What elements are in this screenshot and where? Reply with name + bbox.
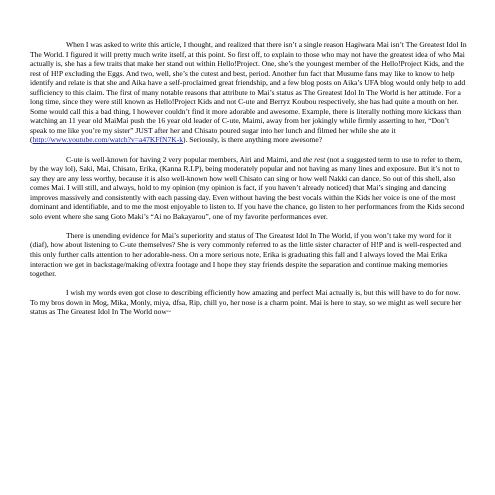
paragraph-3-text: There is unending evidence for Mai’s superiority and status of The Greatest Idol In The World, if you won’t take my word for it (diaf), how about listening to C-ute themselves? She is very commonly referred to as the little sister character of H!P and is well-respected and this only further calls attention to her adorable-ness. On a more serious note, Erika is graduating this fall and I always loved the Mai Erika interaction we get in backstage/making of/extra footage and I hope they stay friends despite the separation and continue making memories together. — [30, 230, 462, 279]
paragraph-2-text: C-ute is well-known for having 2 very popular members, Airi and Maimi, and — [66, 154, 304, 164]
paragraph-2 — [30, 155, 467, 222]
paragraph-2-emphasis: the rest — [303, 154, 326, 164]
paragraph-3 — [30, 231, 467, 279]
paragraph-4-text: I wish my words even got close to describing efficiently how amazing and perfect Mai actually is, but this will have to do for now. To my bros down in Mog, Mika, Monly, miya, dfsa, Rip, chill yo, her nose is a charm point. Mai is here to stay, so we might as well secure her status as The Greatest Idol In The World now~ — [30, 288, 462, 317]
paragraph-1 — [30, 40, 467, 145]
paragraph-2-tail: (not a suggested term to use to refer to them, by the way lol), Saki, Mai, Chisato, Erika, (Kanna R.I.P), being moderately popular and not having as many lines and exposure. But it’s not to say they are any less worthy, because it is also well-known how well Chisato can sing or how well Nakki can dance. So out of this shell, also comes Mai. I will still, and always, hold to my opinion (my opinion is fact, if you haven’t already noticed) that Mai’s singing and dancing improves massively and consistently with each passing day. Even without having the best vocals within the Kids her voice is one of the most dominant and identifiable, and to me the most enjoyable to listen to. If you have the chance, go listen to her performances from the Kids second solo event where she sang Goto Maki’s “Ai no Bakayarou”, one of my favorite performances ever. — [30, 154, 465, 221]
youtube-link[interactable]: http://www.youtube.com/watch?v=a47KFfN7K-k — [32, 135, 183, 145]
paragraph-1-tail: ). Seriously, is there anything more awesome? — [183, 135, 323, 145]
paragraph-1-text: When I was asked to write this article, I thought, and realized that there isn’t a single reason Hagiwara Mai isn’t The Greatest Idol In The World. I figured it will pretty much write itself, at this point. So first off, to explain to those who may not have the greatest idea of who Mai actually is, she has a few traits that make her stand out within Hello!Project. One, she’s the youngest member of the Hello!Project Kids, and the rest of H!P excluding the Eggs. And two, well, she’s the cutest and best, period. Another fun fact that Musume fans may like to know to help identify and relate is that she and Aika have a self-proclaimed great friendship, and a few blog posts on Aika’s UFA blog would only help to add sufficiency to this claim. The first of many notable reasons that attribute to Mai’s status as The Greatest Idol In The World is her attitude. For a long time, since they were still known as Hello!Project Kids and not C-ute and Berryz Koubou respectively, she has had quite a mouth on her. Some would call this a bad thing, I however couldn’t find it more adorable and awesome. Example, there is literally nothing more kickass than watching an 11 year old MaiMai push the 16 year old leader of C-ute, Maimi, away from her jokingly while firmly asserting to her, “Don’t speak to me like you’re my sister” JUST after her and Chisato poured sugar into her lunch and filmed her while she ate it ( — [30, 40, 467, 145]
paragraph-4 — [30, 288, 467, 317]
